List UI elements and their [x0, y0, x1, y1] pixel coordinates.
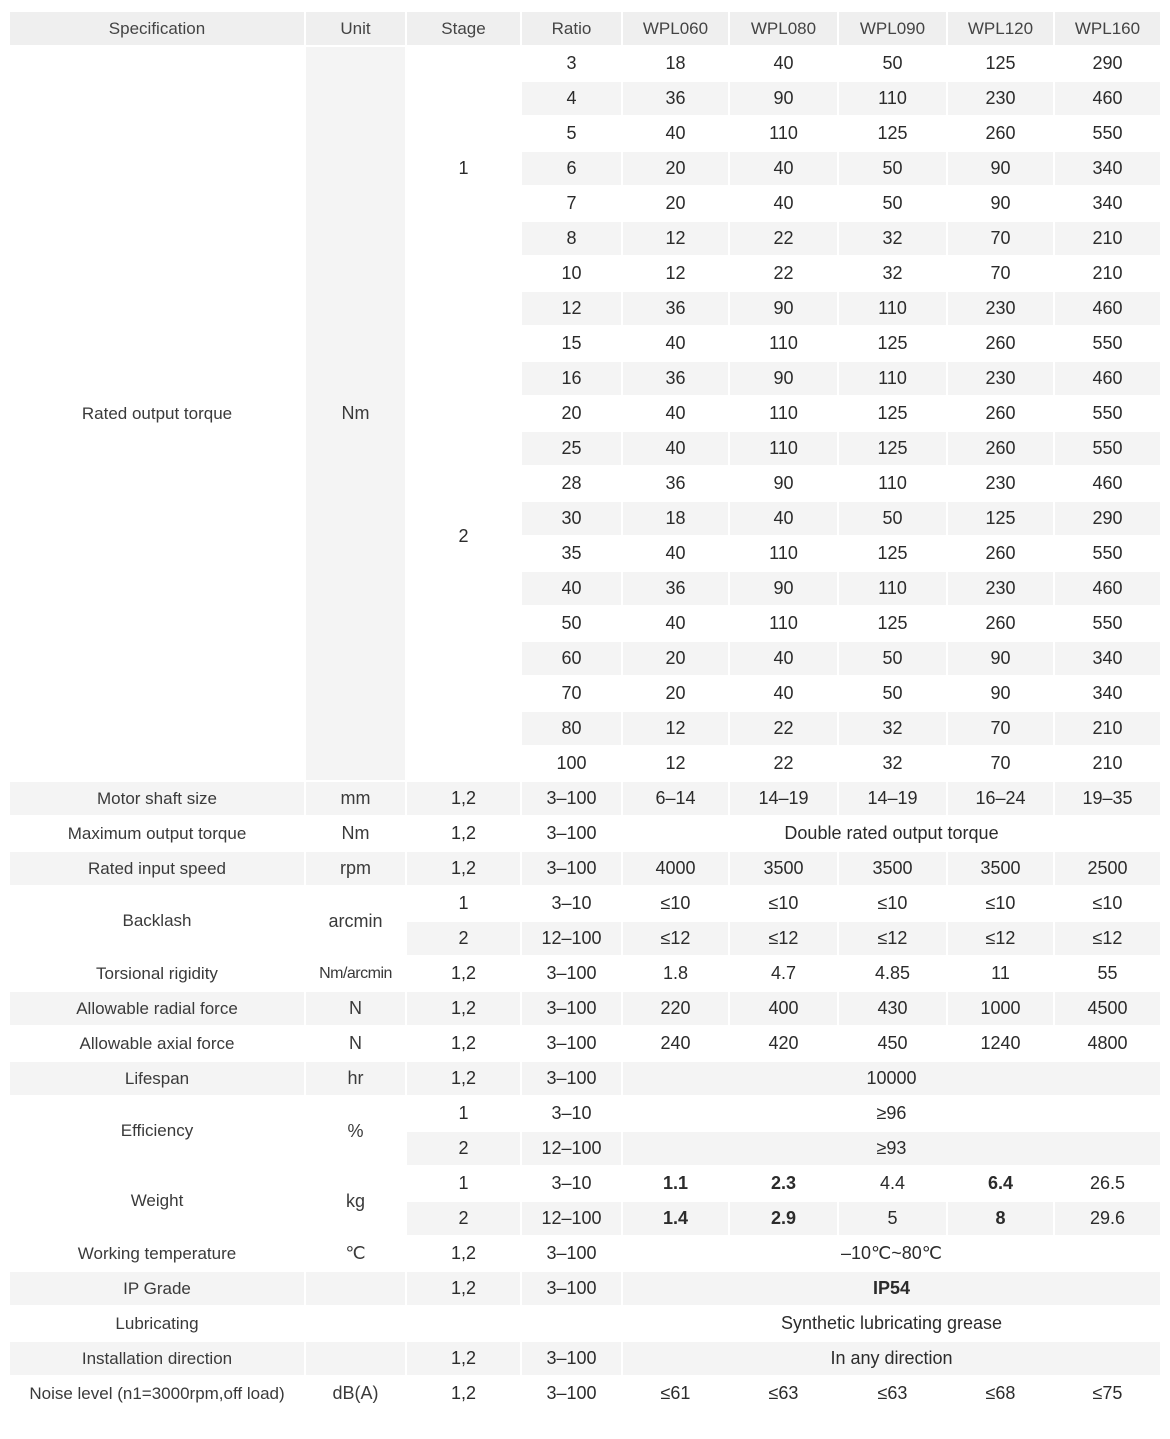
value-cell: 550 [1055, 432, 1160, 465]
value-cell: 40 [730, 152, 837, 185]
stage-cell: 1,2 [407, 1342, 520, 1375]
unit-cell: % [306, 1097, 405, 1165]
value-cell: 460 [1055, 82, 1160, 115]
value-cell: 40 [665, 123, 686, 143]
spec-label: Efficiency [10, 1097, 304, 1165]
value-cell: ≤68 [985, 1383, 1016, 1403]
ratio-cell: 5 [566, 123, 577, 143]
value-cell: 12 [623, 712, 728, 745]
value-cell: 110 [769, 403, 798, 423]
spec-label: Installation direction [10, 1342, 304, 1375]
value-cell: 14–19 [839, 782, 946, 815]
value-cell: 90 [730, 82, 837, 115]
unit-cell: rpm [306, 852, 405, 885]
unit-cell [306, 1342, 405, 1375]
value-cell: 6–14 [623, 782, 728, 815]
spec-label: Rated output torque [10, 47, 304, 780]
value-cell: 22 [773, 263, 794, 283]
value-cell: 460 [1055, 362, 1160, 395]
stage-cell: 1,2 [450, 823, 477, 843]
unit-cell [306, 1272, 405, 1305]
specification-table [8, 10, 1162, 1412]
value-cell: 430 [839, 992, 946, 1025]
value-cell: 6.4 [987, 1173, 1014, 1193]
value-cell: 26.5 [1089, 1173, 1126, 1193]
spec-label: IP Grade [10, 1272, 304, 1305]
value-cell: 110 [839, 572, 946, 605]
ratio-cell: 3–100 [522, 1272, 621, 1305]
spec-label: Torsional rigidity [96, 963, 218, 983]
spec-label: Allowable radial force [10, 992, 304, 1025]
value-cell: 125 [877, 403, 908, 423]
ratio-cell: 3–10 [551, 893, 592, 913]
value-cell: 14–19 [730, 782, 837, 815]
spec-label: Working temperature [77, 1243, 237, 1263]
value-cell: 260 [985, 403, 1016, 423]
value-cell: 210 [1055, 222, 1160, 255]
value-cell: 40 [623, 432, 728, 465]
value-cell: 210 [1092, 753, 1123, 773]
ratio-cell: 4 [522, 82, 621, 115]
ratio-cell: 50 [561, 613, 582, 633]
value-cell: 2.9 [730, 1202, 837, 1235]
value-cell: ≤10 [768, 893, 799, 913]
value-cell: 50 [839, 152, 946, 185]
value-cell: 4800 [1087, 1033, 1128, 1053]
value-cell: 460 [1055, 292, 1160, 325]
value-cell: 340 [1092, 193, 1123, 213]
value-cell: 32 [839, 712, 946, 745]
value-cell: 230 [948, 362, 1053, 395]
value-cell: 400 [730, 992, 837, 1025]
value-cell: 110 [839, 82, 946, 115]
stage-cell: 2 [407, 922, 520, 955]
value-cell: 125 [985, 53, 1016, 73]
value-cell: 16–24 [948, 782, 1053, 815]
value-cell: ≤75 [1092, 1383, 1123, 1403]
unit-cell: Nm [341, 823, 370, 843]
value-cell: 50 [882, 683, 903, 703]
merged-value-cell: IP54 [623, 1272, 1160, 1305]
value-cell: 90 [773, 473, 794, 493]
value-cell: 90 [948, 152, 1053, 185]
value-cell: 125 [877, 543, 908, 563]
spec-label: Lubricating [115, 1313, 199, 1333]
value-cell: 70 [948, 712, 1053, 745]
value-cell: 40 [665, 403, 686, 423]
stage-cell: 1,2 [407, 782, 520, 815]
value-cell: 55 [1097, 963, 1118, 983]
value-cell: ≤10 [985, 893, 1016, 913]
value-cell: 3500 [730, 852, 837, 885]
spec-label: Maximum output torque [67, 823, 247, 843]
value-cell: ≤12 [730, 922, 837, 955]
value-cell: 110 [839, 362, 946, 395]
value-cell: 110 [769, 613, 798, 633]
value-cell: 40 [773, 53, 794, 73]
value-cell: 20 [623, 642, 728, 675]
header-wpl120: WPL120 [948, 12, 1053, 45]
spec-label: Lifespan [10, 1062, 304, 1095]
stage-cell: 1 [458, 1103, 469, 1123]
value-cell: 230 [985, 473, 1016, 493]
ratio-cell: 3–100 [522, 852, 621, 885]
stage-cell: 2 [407, 1132, 520, 1165]
value-cell: 40 [665, 543, 686, 563]
value-cell: 40 [773, 683, 794, 703]
ratio-cell: 12 [522, 292, 621, 325]
value-cell: 70 [948, 222, 1053, 255]
value-cell: 110 [769, 333, 798, 353]
value-cell: 70 [990, 753, 1011, 773]
value-cell: 3500 [948, 852, 1053, 885]
stage-cell: 1,2 [450, 1383, 477, 1403]
value-cell: 110 [730, 432, 837, 465]
other-specs-section [10, 782, 1160, 1410]
value-cell: 90 [990, 683, 1011, 703]
value-cell: 550 [1092, 613, 1123, 633]
value-cell: 90 [948, 642, 1053, 675]
value-cell: 2.3 [770, 1173, 797, 1193]
value-cell: ≤10 [877, 893, 908, 913]
value-cell: 420 [768, 1033, 799, 1053]
value-cell: 36 [623, 362, 728, 395]
value-cell: 110 [769, 123, 798, 143]
value-cell: 8 [948, 1202, 1053, 1235]
merged-value-cell: 10000 [623, 1062, 1160, 1095]
ratio-cell: 3–100 [546, 1383, 597, 1403]
efficiency-row-1 [10, 1097, 1160, 1130]
value-cell: 50 [839, 502, 946, 535]
unit-cell: ℃ [345, 1243, 366, 1263]
ratio-cell: 3–100 [546, 823, 597, 843]
unit-cell: mm [306, 782, 405, 815]
unit-cell: hr [306, 1062, 405, 1095]
ratio-cell: 12–100 [522, 922, 621, 955]
value-cell: 90 [730, 362, 837, 395]
value-cell: 12 [665, 263, 686, 283]
spec-label: Motor shaft size [10, 782, 304, 815]
ratio-cell: 3–100 [522, 992, 621, 1025]
stage-cell: 1 [458, 893, 469, 913]
value-cell: 240 [660, 1033, 691, 1053]
value-cell: 1000 [948, 992, 1053, 1025]
header-stage: Stage [407, 12, 520, 45]
value-cell: 2500 [1055, 852, 1160, 885]
value-cell: 40 [730, 502, 837, 535]
value-cell: ≤12 [948, 922, 1053, 955]
value-cell: 4.4 [879, 1173, 906, 1193]
ratio-cell: 15 [561, 333, 582, 353]
merged-value-cell: ≥96 [876, 1103, 907, 1123]
ratio-cell: 3–100 [522, 1342, 621, 1375]
value-cell: 110 [839, 292, 946, 325]
merged-value-cell: In any direction [623, 1342, 1160, 1375]
input-speed-row [10, 852, 1160, 885]
value-cell: 4500 [1055, 992, 1160, 1025]
backlash-row-1 [10, 887, 1160, 920]
value-cell: 110 [878, 473, 907, 493]
spec-label: Noise level (n1=3000rpm,off load) [29, 1383, 285, 1403]
ratio-cell: 30 [522, 502, 621, 535]
header-wpl090: WPL090 [839, 12, 946, 45]
stage-cell: 1 [458, 1173, 469, 1193]
unit-cell: Nm/arcmin [319, 964, 392, 982]
header-wpl080: WPL080 [730, 12, 837, 45]
header-specification: Specification [10, 12, 304, 45]
stage-cell: 1,2 [407, 1272, 520, 1305]
merged-value-cell: ≥93 [623, 1132, 1160, 1165]
ratio-cell: 16 [522, 362, 621, 395]
value-cell: 125 [877, 333, 908, 353]
value-cell: 22 [773, 753, 794, 773]
value-cell: 340 [1055, 642, 1160, 675]
spec-label: Weight [10, 1167, 304, 1235]
radial-force-row [10, 992, 1160, 1025]
stage-cell: 1,2 [407, 992, 520, 1025]
max-torque-row [10, 817, 1160, 850]
value-cell: 32 [882, 753, 903, 773]
value-cell: 40 [773, 193, 794, 213]
stage-cell: 1 [407, 47, 520, 290]
unit-cell: Nm [306, 47, 405, 780]
stage-cell: 1,2 [407, 1062, 520, 1095]
value-cell: 230 [948, 82, 1053, 115]
value-cell: 3500 [839, 852, 946, 885]
ratio-cell: 25 [522, 432, 621, 465]
value-cell: 20 [623, 152, 728, 185]
ratio-cell: 70 [561, 683, 582, 703]
stage-cell: 1,2 [450, 1033, 477, 1053]
value-cell: ≤10 [1092, 893, 1123, 913]
value-cell: 1.8 [662, 963, 689, 983]
value-cell: 36 [623, 82, 728, 115]
spec-label: Backlash [10, 887, 304, 955]
value-cell: 12 [665, 753, 686, 773]
value-cell: 22 [730, 222, 837, 255]
value-cell: 550 [1092, 543, 1123, 563]
ratio-cell: 3–10 [551, 1103, 592, 1123]
spec-label: Allowable axial force [79, 1033, 235, 1053]
stage-cell: 2 [407, 1202, 520, 1235]
value-cell: 260 [948, 432, 1053, 465]
value-cell: 20 [665, 193, 686, 213]
value-cell: 4.85 [874, 963, 911, 983]
value-cell: 18 [623, 502, 728, 535]
rated-output-torque-section [10, 47, 1160, 780]
value-cell: ≤12 [1055, 922, 1160, 955]
value-cell: 550 [1092, 123, 1123, 143]
value-cell: 340 [1055, 152, 1160, 185]
value-cell: 50 [839, 642, 946, 675]
ratio-cell: 100 [556, 753, 587, 773]
unit-cell: kg [306, 1167, 405, 1235]
value-cell: ≤63 [768, 1383, 799, 1403]
axial-force-row [10, 1027, 1160, 1060]
lubricating-row [10, 1307, 1160, 1340]
value-cell: 340 [1092, 683, 1123, 703]
value-cell: 1.4 [623, 1202, 728, 1235]
value-cell: 5 [839, 1202, 946, 1235]
ratio-cell: 28 [561, 473, 582, 493]
rigidity-row [10, 957, 1160, 990]
value-cell: 12 [623, 222, 728, 255]
value-cell: 36 [623, 572, 728, 605]
merged-value-cell: Synthetic lubricating grease [780, 1313, 1003, 1333]
value-cell: ≤10 [660, 893, 691, 913]
unit-cell: dB(A) [332, 1383, 379, 1403]
value-cell: 50 [882, 53, 903, 73]
unit-cell: arcmin [306, 887, 405, 955]
noise-row [10, 1377, 1160, 1410]
value-cell: 20 [665, 683, 686, 703]
ratio-cell: 80 [522, 712, 621, 745]
ratio-cell [522, 1307, 621, 1340]
ratio-cell: 20 [561, 403, 582, 423]
temperature-row [10, 1237, 1160, 1270]
header-ratio: Ratio [522, 12, 621, 45]
value-cell: 260 [985, 543, 1016, 563]
header-unit: Unit [306, 12, 405, 45]
ratio-cell: 60 [522, 642, 621, 675]
ratio-cell: 12–100 [522, 1132, 621, 1165]
stage-cell [407, 1307, 520, 1340]
value-cell: 22 [730, 712, 837, 745]
torque-row [10, 47, 1160, 80]
value-cell: 29.6 [1055, 1202, 1160, 1235]
value-cell: 90 [730, 572, 837, 605]
ratio-cell: 3–100 [546, 1243, 597, 1263]
value-cell: 230 [948, 292, 1053, 325]
value-cell: 1240 [980, 1033, 1021, 1053]
ratio-cell: 3 [566, 53, 577, 73]
value-cell: 36 [623, 292, 728, 325]
value-cell: 36 [665, 473, 686, 493]
value-cell: 32 [839, 222, 946, 255]
value-cell: 460 [1092, 473, 1123, 493]
weight-row-1 [10, 1167, 1160, 1200]
value-cell: 1.1 [662, 1173, 689, 1193]
header-wpl060: WPL060 [623, 12, 728, 45]
value-cell: 125 [877, 613, 908, 633]
ratio-cell: 35 [561, 543, 582, 563]
unit-cell: N [306, 992, 405, 1025]
ratio-cell: 3–100 [546, 963, 597, 983]
value-cell: 110 [769, 543, 798, 563]
value-cell: 550 [1092, 333, 1123, 353]
ratio-cell: 3–100 [522, 1062, 621, 1095]
ratio-cell: 3–100 [522, 782, 621, 815]
value-cell: 90 [990, 193, 1011, 213]
stage-cell: 1,2 [407, 852, 520, 885]
value-cell: ≤12 [839, 922, 946, 955]
ratio-cell: 3–100 [546, 1033, 597, 1053]
stage-cell: 1,2 [450, 963, 477, 983]
ratio-cell: 40 [522, 572, 621, 605]
value-cell: 40 [665, 613, 686, 633]
stage-cell: 2 [407, 292, 520, 780]
value-cell: 125 [948, 502, 1053, 535]
value-cell: ≤12 [623, 922, 728, 955]
merged-value-cell: –10℃~80℃ [841, 1243, 942, 1263]
ratio-cell: 3–10 [551, 1173, 592, 1193]
ratio-cell: 8 [522, 222, 621, 255]
value-cell: 90 [730, 292, 837, 325]
value-cell: 220 [623, 992, 728, 1025]
value-cell: ≤63 [877, 1383, 908, 1403]
unit-cell: N [349, 1033, 362, 1053]
value-cell: 260 [985, 613, 1016, 633]
value-cell: 125 [839, 432, 946, 465]
value-cell: 210 [1055, 712, 1160, 745]
ip-grade-row [10, 1272, 1160, 1305]
value-cell: 290 [1055, 502, 1160, 535]
value-cell: 4.7 [770, 963, 797, 983]
value-cell: 18 [665, 53, 686, 73]
value-cell: 260 [985, 123, 1016, 143]
value-cell: 11 [991, 963, 1010, 983]
value-cell: 70 [990, 263, 1011, 283]
value-cell: 210 [1092, 263, 1123, 283]
installation-row [10, 1342, 1160, 1375]
value-cell: 460 [1055, 572, 1160, 605]
stage-cell: 1,2 [450, 1243, 477, 1263]
value-cell: 230 [948, 572, 1053, 605]
value-cell: 50 [882, 193, 903, 213]
ratio-cell: 6 [522, 152, 621, 185]
value-cell: ≤61 [660, 1383, 691, 1403]
ratio-cell: 10 [561, 263, 582, 283]
value-cell: 125 [877, 123, 908, 143]
header-wpl160: WPL160 [1055, 12, 1160, 45]
unit-cell [306, 1307, 405, 1340]
ratio-cell: 12–100 [522, 1202, 621, 1235]
value-cell: 550 [1092, 403, 1123, 423]
value-cell: 4000 [623, 852, 728, 885]
spec-label: Rated input speed [10, 852, 304, 885]
merged-value-cell: Double rated output torque [784, 823, 999, 843]
value-cell: 32 [882, 263, 903, 283]
value-cell: 260 [985, 333, 1016, 353]
motor-shaft-row [10, 782, 1160, 815]
ratio-cell: 7 [566, 193, 577, 213]
value-cell: 450 [877, 1033, 908, 1053]
value-cell: 290 [1092, 53, 1123, 73]
value-cell: 40 [730, 642, 837, 675]
value-cell: 40 [665, 333, 686, 353]
header-row [10, 12, 1160, 45]
lifespan-row [10, 1062, 1160, 1095]
value-cell: 19–35 [1055, 782, 1160, 815]
